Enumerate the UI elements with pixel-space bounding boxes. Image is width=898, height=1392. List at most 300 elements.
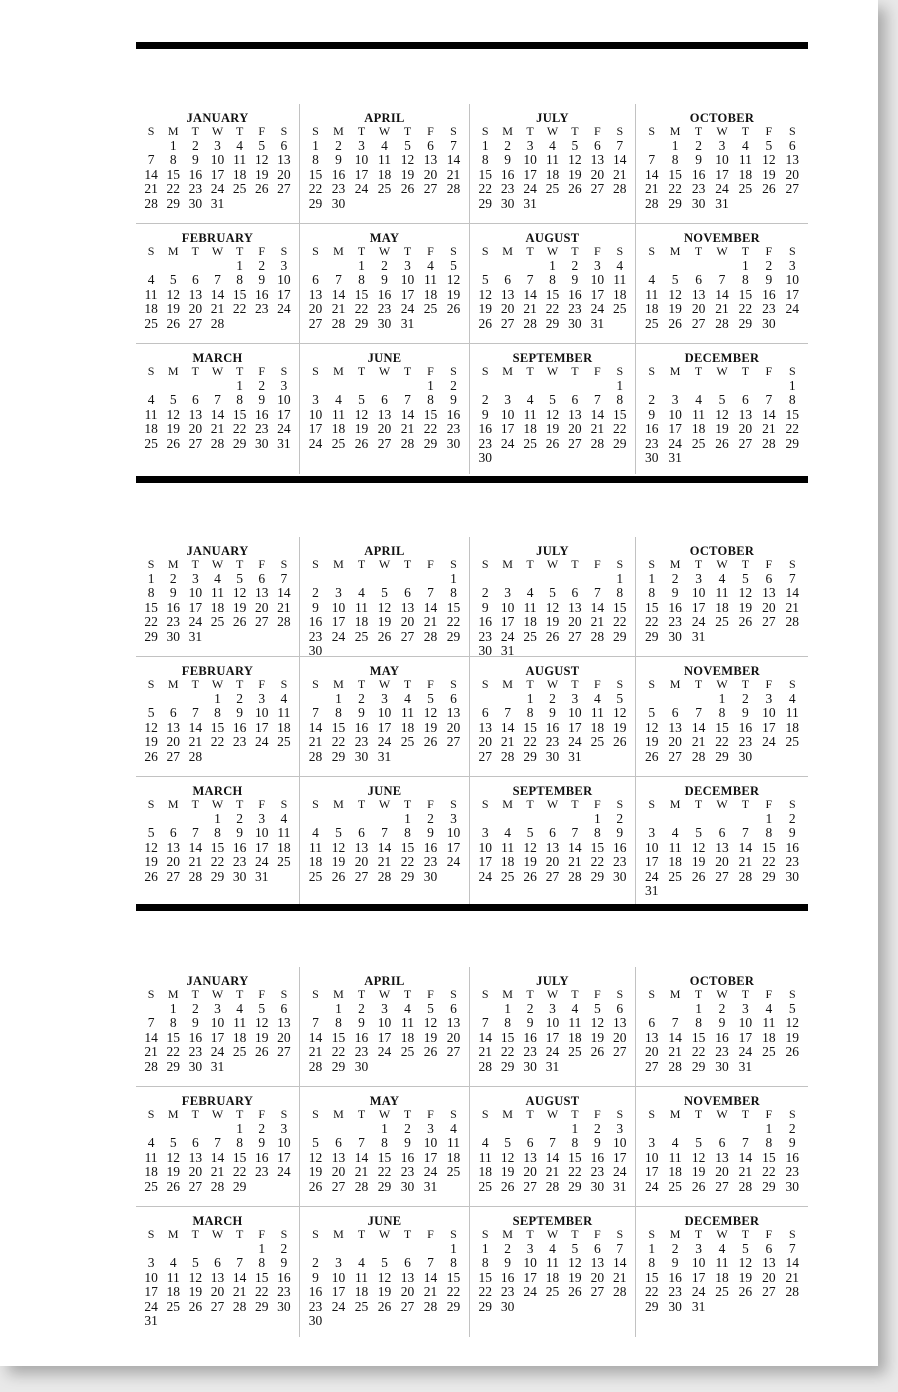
day-number: 4	[335, 392, 342, 407]
day-number: 28	[613, 1284, 627, 1299]
day-number: 16	[500, 166, 515, 182]
day-number: 21	[738, 854, 753, 869]
weekday-header: W	[378, 677, 391, 691]
day-number: 30	[232, 868, 247, 884]
day-number: 17	[331, 1284, 346, 1299]
day-number: 27	[188, 315, 203, 331]
day-number: 7	[593, 585, 601, 600]
empty-day	[162, 1122, 184, 1137]
day-number: 16	[277, 1269, 291, 1285]
weekday-header: S	[648, 1227, 656, 1241]
day-number: 23	[354, 1044, 369, 1059]
day-number: 8	[214, 825, 221, 840]
day-number: 25	[354, 628, 369, 644]
day-number: 16	[668, 599, 682, 615]
weekday-header: F	[765, 797, 773, 811]
day-number: 23	[331, 181, 346, 196]
day-number: 27	[644, 1058, 659, 1074]
day-number: 14	[478, 1029, 492, 1045]
day-number: 25	[277, 734, 291, 749]
day-number: 7	[718, 272, 726, 287]
day-number: 20	[188, 421, 203, 436]
day-number: 21	[644, 181, 659, 196]
day-number: 15	[377, 1149, 392, 1165]
empty-day	[541, 379, 563, 394]
day-number: 27	[668, 748, 682, 764]
day-number: 17	[277, 286, 291, 302]
day-number: 30	[423, 868, 438, 884]
day-number: 27	[400, 628, 415, 644]
day-number: 29	[715, 748, 729, 764]
weekday-header: T	[357, 677, 366, 691]
day-number: 15	[644, 599, 659, 615]
empty-day	[140, 139, 162, 154]
day-number: 5	[549, 392, 556, 407]
weekday-header: M	[333, 557, 344, 571]
day-number: 14	[668, 1029, 682, 1045]
day-number: 16	[568, 286, 582, 302]
day-number: 11	[144, 286, 158, 302]
day-number: 28	[590, 435, 605, 451]
day-number: 22	[210, 854, 225, 869]
day-number: 31	[644, 883, 659, 898]
day-number: 14	[400, 406, 415, 422]
weekday-header: S	[312, 797, 319, 811]
empty-day	[564, 572, 586, 587]
day-number: 26	[568, 1284, 582, 1299]
day-grid	[640, 557, 804, 644]
day-number: 10	[500, 599, 515, 615]
weekday-header: T	[694, 677, 703, 691]
day-number: 9	[358, 705, 365, 720]
day-number: 4	[169, 1255, 177, 1270]
day-number: 24	[762, 734, 776, 749]
day-number: 3	[718, 137, 726, 153]
day-number: 28	[478, 1058, 492, 1074]
day-number: 1	[404, 810, 411, 826]
day-number: 18	[232, 1029, 247, 1045]
weekday-header: F	[594, 677, 601, 691]
day-number: 14	[613, 1255, 627, 1270]
day-number: 2	[258, 1120, 266, 1136]
day-number: 2	[695, 137, 702, 153]
day-number: 17	[668, 421, 682, 436]
day-number: 23	[523, 1044, 537, 1059]
day-number: 7	[427, 1255, 434, 1270]
day-number: 9	[236, 705, 243, 720]
day-number: 17	[523, 1269, 537, 1285]
day-number: 7	[147, 152, 155, 167]
day-number: 31	[590, 315, 605, 331]
day-number: 15	[478, 166, 492, 182]
weekday-header: F	[765, 677, 773, 691]
day-number: 16	[613, 839, 627, 855]
day-number: 29	[613, 435, 627, 451]
day-number: 21	[785, 1269, 800, 1285]
weekday-header: F	[427, 1227, 434, 1241]
day-number: 4	[147, 392, 155, 407]
day-number: 13	[354, 839, 369, 855]
day-number: 11	[668, 839, 682, 855]
day-number: 14	[715, 286, 729, 302]
day-number: 17	[446, 839, 461, 855]
day-number: 22	[590, 854, 605, 869]
day-number: 3	[788, 257, 796, 273]
empty-day	[162, 812, 184, 827]
weekday-header: T	[235, 1227, 244, 1241]
day-number: 21	[568, 854, 582, 869]
day-number: 29	[166, 1058, 180, 1074]
day-number: 16	[232, 839, 247, 855]
day-number: 28	[590, 628, 605, 644]
day-number: 29	[785, 435, 800, 451]
weekday-header: S	[648, 364, 656, 378]
day-number: 2	[616, 810, 624, 826]
day-number: 4	[695, 392, 702, 407]
day-grid	[304, 364, 465, 451]
day-number: 31	[523, 195, 537, 211]
weekday-header: T	[694, 364, 703, 378]
day-number: 4	[718, 570, 726, 586]
day-number: 20	[331, 1164, 346, 1179]
day-number: 19	[568, 166, 582, 182]
day-grid	[640, 364, 804, 466]
day-number: 2	[358, 690, 365, 706]
day-number: 29	[613, 628, 627, 644]
day-number: 19	[691, 1164, 706, 1179]
day-number: 16	[545, 719, 560, 735]
day-number: 17	[644, 1164, 659, 1179]
day-number: 31	[738, 1058, 753, 1074]
day-number: 27	[785, 181, 800, 196]
day-number: 10	[500, 406, 515, 422]
day-number: 20	[785, 166, 800, 182]
day-number: 28	[644, 195, 659, 211]
empty-day	[663, 692, 686, 707]
day-number: 25	[400, 1044, 415, 1059]
day-number: 27	[613, 1044, 627, 1059]
day-number: 24	[255, 854, 269, 869]
day-number: 14	[785, 585, 800, 600]
day-number: 27	[210, 1298, 225, 1314]
weekday-header: S	[147, 797, 155, 811]
day-number: 10	[590, 272, 605, 287]
weekday-header: W	[211, 557, 224, 571]
empty-day	[206, 1122, 228, 1137]
day-number: 3	[742, 1000, 749, 1016]
month-name: AUGUST	[525, 664, 580, 678]
day-number: 3	[214, 137, 221, 153]
day-number: 13	[715, 1149, 729, 1165]
day-number: 24	[644, 868, 659, 884]
day-number: 8	[258, 1255, 266, 1270]
day-number: 23	[691, 181, 706, 196]
day-number: 30	[446, 435, 461, 451]
month-name: SEPTEMBER	[512, 784, 593, 798]
day-number: 5	[147, 705, 155, 720]
day-number: 7	[236, 1255, 243, 1270]
weekday-header: W	[716, 1107, 728, 1121]
day-number: 23	[188, 181, 203, 196]
day-number: 2	[788, 810, 796, 826]
day-number: 22	[446, 614, 461, 629]
day-number: 6	[718, 1135, 726, 1150]
day-number: 2	[236, 810, 243, 826]
day-number: 25	[331, 435, 346, 451]
month-name: FEBRUARY	[181, 1094, 254, 1108]
weekday-header: M	[167, 557, 179, 571]
day-number: 6	[648, 1015, 656, 1030]
day-number: 7	[549, 1135, 556, 1150]
empty-day	[162, 259, 184, 274]
weekday-header: S	[788, 1227, 796, 1241]
day-number: 28	[188, 748, 203, 764]
day-number: 4	[504, 825, 511, 840]
day-number: 21	[590, 421, 605, 436]
day-number: 26	[255, 1044, 269, 1059]
day-number: 18	[568, 1029, 582, 1045]
weekday-header: W	[211, 677, 224, 691]
day-number: 13	[331, 1149, 346, 1165]
day-number: 30	[500, 1298, 515, 1314]
day-number: 25	[354, 1298, 369, 1314]
day-number: 19	[545, 614, 560, 629]
day-number: 20	[545, 854, 560, 869]
weekday-header: S	[481, 797, 489, 811]
day-number: 20	[590, 166, 605, 182]
day-number: 27	[446, 1044, 461, 1059]
day-grid	[304, 987, 465, 1074]
day-number: 19	[590, 1029, 605, 1045]
day-number: 12	[545, 406, 560, 422]
day-number: 25	[785, 734, 800, 749]
day-number: 9	[504, 1255, 511, 1270]
day-number: 1	[648, 570, 656, 586]
day-number: 1	[450, 570, 457, 586]
day-number: 13	[762, 1255, 776, 1270]
weekday-header: S	[280, 244, 288, 258]
weekday-header: S	[788, 244, 796, 258]
month-november	[636, 1087, 808, 1207]
empty-day	[184, 812, 206, 827]
day-number: 28	[500, 748, 515, 764]
weekday-header: T	[571, 1227, 579, 1241]
day-number: 30	[785, 1178, 800, 1194]
month-june	[300, 344, 470, 474]
day-number: 17	[255, 839, 269, 855]
day-number: 15	[545, 286, 560, 302]
day-number: 18	[668, 854, 682, 869]
day-number: 15	[331, 1029, 346, 1045]
day-number: 20	[644, 1044, 659, 1059]
day-number: 26	[166, 435, 180, 451]
day-number: 30	[377, 315, 392, 331]
day-number: 11	[277, 825, 291, 840]
day-number: 17	[738, 1029, 753, 1045]
day-number: 5	[571, 1240, 579, 1256]
day-number: 18	[785, 719, 800, 735]
day-number: 17	[500, 421, 515, 436]
day-number: 3	[427, 1120, 434, 1136]
weekday-header: F	[427, 1107, 434, 1121]
day-number: 4	[671, 825, 679, 840]
day-number: 5	[427, 690, 434, 706]
day-number: 21	[188, 734, 203, 749]
day-number: 23	[232, 734, 247, 749]
month-january	[136, 104, 300, 224]
day-number: 5	[358, 392, 365, 407]
weekday-header: F	[258, 797, 266, 811]
day-number: 1	[695, 1000, 702, 1016]
weekday-header: T	[741, 364, 750, 378]
day-number: 6	[765, 1240, 773, 1256]
day-number: 20	[423, 166, 438, 182]
day-number: 30	[715, 1058, 729, 1074]
month-name: MAY	[369, 231, 400, 245]
day-number: 21	[785, 599, 800, 615]
day-number: 6	[788, 137, 796, 153]
weekday-header: S	[616, 124, 624, 138]
month-january	[136, 537, 300, 657]
weekday-header: F	[427, 124, 434, 138]
day-number: 16	[478, 614, 492, 629]
day-number: 31	[255, 868, 269, 884]
month-december	[636, 1207, 808, 1337]
day-number: 19	[715, 421, 729, 436]
day-number: 9	[335, 152, 342, 167]
day-number: 19	[255, 1029, 269, 1045]
day-number: 15	[446, 599, 461, 615]
day-number: 20	[277, 166, 291, 182]
empty-day	[663, 379, 686, 394]
weekday-header: S	[788, 364, 796, 378]
day-number: 27	[738, 435, 753, 451]
day-number: 18	[590, 719, 605, 735]
day-number: 19	[423, 719, 438, 735]
day-number: 16	[354, 1029, 369, 1045]
day-number: 8	[214, 705, 221, 720]
day-number: 30	[568, 315, 582, 331]
day-number: 5	[742, 1240, 749, 1256]
day-number: 11	[166, 1269, 180, 1285]
day-number: 5	[718, 392, 726, 407]
empty-day	[373, 379, 396, 394]
weekday-header: T	[403, 557, 412, 571]
weekday-header: W	[378, 364, 391, 378]
weekday-header: S	[616, 364, 624, 378]
day-number: 31	[144, 1313, 158, 1328]
day-number: 11	[785, 705, 799, 720]
day-number: 3	[549, 1000, 556, 1016]
day-number: 12	[523, 839, 537, 855]
day-number: 9	[258, 1135, 266, 1150]
day-number: 1	[236, 377, 243, 393]
day-number: 24	[331, 628, 346, 644]
day-number: 20	[568, 614, 582, 629]
day-number: 21	[144, 181, 158, 196]
day-number: 4	[571, 1000, 579, 1016]
day-number: 20	[691, 301, 706, 316]
day-grid	[304, 1227, 465, 1329]
day-number: 9	[381, 272, 388, 287]
day-number: 12	[762, 152, 776, 167]
day-number: 19	[377, 1284, 392, 1299]
weekday-header: M	[167, 797, 179, 811]
day-number: 23	[644, 435, 659, 451]
month-march	[136, 1207, 300, 1337]
day-grid	[140, 987, 295, 1074]
day-number: 27	[277, 181, 291, 196]
day-number: 21	[423, 1284, 438, 1299]
empty-day	[496, 572, 518, 587]
month-name: DECEMBER	[684, 351, 760, 365]
day-number: 28	[308, 748, 323, 764]
day-number: 12	[400, 152, 415, 167]
day-number: 13	[568, 406, 582, 422]
day-number: 27	[166, 748, 180, 764]
weekday-header: T	[526, 557, 534, 571]
day-number: 4	[616, 257, 624, 273]
day-number: 13	[210, 1269, 225, 1285]
weekday-header: T	[191, 364, 200, 378]
weekday-header: T	[235, 364, 244, 378]
weekday-header: T	[571, 677, 579, 691]
day-number: 17	[400, 286, 415, 302]
day-number: 31	[400, 315, 415, 331]
day-number: 5	[427, 1000, 434, 1016]
empty-day	[687, 692, 710, 707]
day-number: 6	[481, 705, 489, 720]
day-number: 22	[423, 421, 438, 436]
weekday-header: T	[191, 1107, 200, 1121]
day-number: 8	[236, 392, 243, 407]
day-number: 2	[358, 1000, 365, 1016]
day-number: 24	[210, 181, 225, 196]
day-number: 14	[331, 286, 346, 302]
day-number: 9	[593, 1135, 601, 1150]
day-number: 22	[545, 301, 560, 316]
day-number: 20	[166, 854, 180, 869]
day-number: 17	[613, 1149, 627, 1165]
weekday-header: S	[312, 124, 319, 138]
day-number: 24	[277, 1164, 291, 1179]
day-number: 25	[400, 734, 415, 749]
day-number: 4	[358, 585, 365, 600]
day-number: 30	[331, 195, 346, 211]
day-number: 10	[644, 1149, 659, 1165]
day-number: 17	[478, 854, 492, 869]
day-grid	[640, 987, 804, 1074]
empty-day	[474, 379, 496, 394]
weekday-header: S	[481, 1107, 489, 1121]
day-number: 12	[500, 1149, 515, 1165]
weekday-header: T	[191, 1227, 200, 1241]
day-number: 21	[308, 734, 323, 749]
day-number: 29	[668, 195, 682, 211]
empty-day	[734, 1122, 757, 1137]
day-number: 2	[742, 690, 749, 706]
day-number: 1	[648, 1240, 656, 1256]
day-number: 2	[258, 257, 266, 273]
day-number: 19	[644, 734, 659, 749]
day-number: 2	[381, 257, 388, 273]
weekday-header: S	[147, 1107, 155, 1121]
weekday-header: F	[258, 364, 266, 378]
weekday-header: S	[616, 677, 624, 691]
day-number: 25	[715, 1284, 729, 1299]
day-number: 15	[354, 286, 369, 302]
empty-day	[564, 379, 586, 394]
